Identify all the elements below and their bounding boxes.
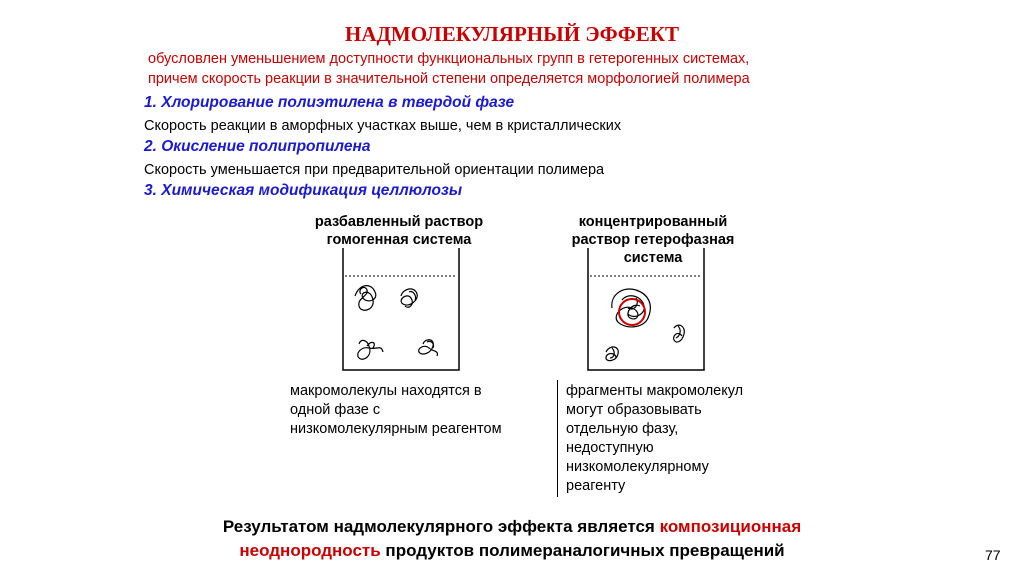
right-description bbox=[566, 382, 743, 496]
dilute-solution-beaker-icon bbox=[337, 248, 465, 374]
point-1-text: Скорость реакции в аморфных участках выше, чем в кристаллических bbox=[144, 118, 622, 134]
slide-title: НАДМОЛЕКУЛЯРНЫЙ ЭФФЕКТ bbox=[344, 22, 679, 46]
left-description-line-3: низкомолекулярным реагентом bbox=[290, 421, 502, 437]
concentrated-solution-beaker-icon bbox=[582, 248, 710, 374]
right-description-line-6: реагенту bbox=[566, 478, 626, 494]
point-2-text: Скорость уменьшается при предварительной ориентации полимера bbox=[144, 162, 605, 178]
right-description-line-5: низкомолекулярному bbox=[566, 459, 709, 475]
result-highlight-2: неоднородность bbox=[239, 541, 381, 560]
right-caption-line-1: концентрированный bbox=[578, 214, 728, 230]
result-line-1 bbox=[0, 515, 1024, 539]
point-1-heading: 1. Хлорирование полиэтилена в твердой фазе bbox=[144, 94, 515, 111]
left-caption-line-1: разбавленный раствор bbox=[314, 214, 484, 230]
left-description-line-1: макромолекулы находятся в bbox=[290, 383, 482, 399]
left-description-line-2: одной фазе с bbox=[290, 402, 381, 418]
right-description-line-4: недоступную bbox=[566, 440, 654, 456]
subtitle-line-2: причем скорость реакции в значительной степени определяется морфологией полимера bbox=[148, 71, 750, 87]
result-text-1: Результатом надмолекулярного эффекта является bbox=[222, 517, 660, 536]
point-2-heading: 2. Окисление полипропилена bbox=[144, 138, 371, 155]
right-description-line-2: могут образовывать bbox=[566, 402, 702, 418]
page-number: 77 bbox=[985, 547, 1001, 563]
right-caption-line-2: раствор гетерофазная bbox=[571, 232, 735, 248]
right-description-line-1: фрагменты макромолекул bbox=[566, 383, 744, 399]
right-caption-line-3: система bbox=[623, 250, 683, 266]
result-line-2 bbox=[0, 539, 1024, 563]
result-statement bbox=[0, 515, 1024, 563]
subtitle-line-1: обусловлен уменьшением доступности функциональных групп в гетерогенных системах, bbox=[148, 51, 750, 67]
left-caption-line-2: гомогенная система bbox=[326, 232, 472, 248]
left-description bbox=[290, 382, 502, 439]
right-description-line-3: отдельную фазу, bbox=[566, 421, 679, 437]
result-text-2: продуктов полимераналогичных превращений bbox=[380, 541, 785, 560]
point-3-heading: 3. Химическая модификация целлюлозы bbox=[144, 182, 463, 199]
result-highlight-1: композиционная bbox=[659, 517, 802, 536]
panel-divider bbox=[557, 380, 558, 497]
left-caption bbox=[294, 213, 504, 249]
